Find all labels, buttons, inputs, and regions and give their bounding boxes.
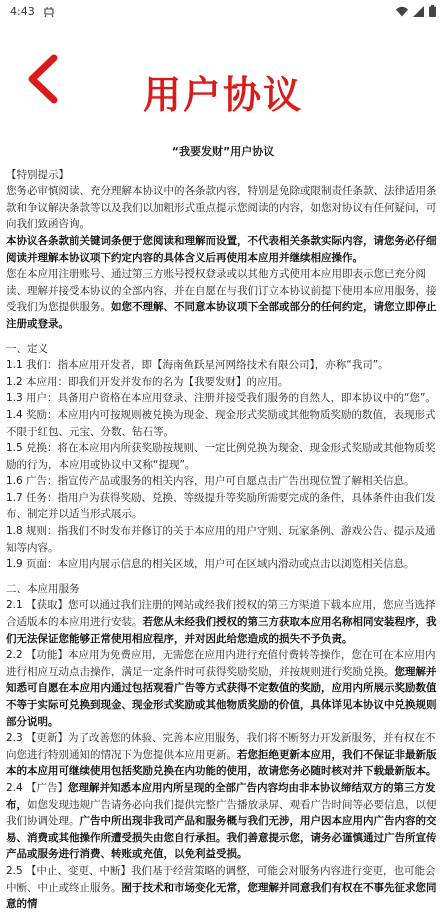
section-2-heading: 二、本应用服务: [6, 582, 80, 595]
page-header: [0, 22, 446, 140]
notification-icon: [43, 6, 55, 17]
intro-paragraph-2: 本协议各条款前关键词条便于您阅读和理解而设置，不代表相关条款实际内容，请您务必仔细阅读并理解本协议项下约定内容的具体含义后再使用本应用并继续相应操作。: [6, 234, 437, 264]
definition-item: 1.5 兑换：将在本应用内所获奖励按规则、一定比例兑换为现金、现金形式奖励或其他物质奖励的行为，本应用或协议中又称“提现”。: [6, 442, 436, 471]
page-title: 用户协议: [142, 73, 303, 117]
definition-item: 1.9 页面：本应用内展示信息的相关区域，用户可在区域内滑动或点击以浏览相关信息。: [6, 558, 415, 571]
battery-icon: [429, 5, 436, 17]
definition-item: 1.4 奖励：本应用内可按规则被兑换为现金、现金形式奖励或其他物质奖励的数值，表现形式不限于红包、元宝、分数、钻石等。: [6, 408, 436, 438]
service-item: 2.1 【获取】您可以通过我们注册的网站或经我们授权的第三方渠道下载本应用，您应当选择合适版本的本应用进行安装。若您从未经我们授权的第三方获取本应用名称相同安装程序，我们无法保证您能够正常使用相应程序，并对因此给您造成的损失不予负责。: [6, 599, 437, 645]
signal-icon: [413, 6, 424, 17]
document-title: “我要发财”用户协议: [171, 145, 275, 158]
intro-paragraph-3: 您在本应用注册账号、通过第三方账号授权登录或以其他方式使用本应用即表示您已充分阅读、理解并接受本协议的全部内容，并在自愿在与我们订立本协议前提下使用本应用服务，接受我们为您提供服务。如您不理解、不同意本协议项下全部或部分的任何约定，请您立即停止注册或登录。: [6, 268, 437, 330]
agreement-content[interactable]: [0, 140, 446, 911]
tip-heading: 【特别提示】: [6, 168, 69, 181]
section-1-heading: 一、定义: [6, 342, 48, 355]
status-time: 4:43: [10, 4, 35, 18]
service-item: 2.5 【中止、变更、中断】我们基于经营策略的调整，可能会对服务内容进行变更，也可能会中断、中止或终止服务。囿于技术和市场变化无常，您理解并同意我们有权在不事先征求您同意的情: [6, 864, 437, 911]
status-bar: [0, 0, 446, 22]
definition-item: 1.7 任务：指用户为获得奖励、兑换、等级提升等奖励所需要完成的条件，具体条件由我们发布、制定并以适当形式展示。: [6, 491, 436, 521]
definition-item: 1.6 广告：指宣传产品或服务的相关内容，用户可自愿点击广告出现位置了解相关信息。: [6, 475, 415, 488]
definition-item: 1.2 本应用：即我们开发并发布的名为【我要发财】的应用。: [6, 375, 289, 388]
intro-paragraph-1: 您务必审慎阅读、充分理解本协议中的各条款内容，特别是免除或限制责任条款、法律适用条款和争议解决条款等以及我们以加粗形式重点提示您阅读的内容，如您对协议有任何疑问，可向我们致函咨询。: [6, 185, 437, 231]
definition-item: 1.8 规则：指我们不时发布并修订的关于本应用的用户守则、玩家条例、游戏公告、提示及通知等内容。: [6, 525, 436, 554]
service-item: 2.2 【功能】本应用为免费应用，无需您在应用内进行充值付费转等操作，您在可在本应用内进行相应互动点击操作，满足一定条件时可获得奖励奖励，并按规则进行奖励兑换。您理解并知悉可自愿在本应用内通过包括观看广告等方式获得不定数值的奖励，应用内所展示奖励数值不等于实际可兑换到现金、现金形式奖励或其他物质奖励的价值，具体详见本协议中兑换规则部分说明。: [6, 649, 437, 728]
definition-item: 1.1 我们：指本应用开发者，即【海南鱼跃星河网络技术有限公司】，亦称“我司”。: [6, 359, 389, 372]
service-item: 2.4 【广告】您理解并知悉本应用内所呈现的全部广告内容均由非本协议缔结双方的第三方发布，如您发现违规广告请务必向我们提供完整广告播放录屏、观看广告时间等必要信息，以便我们协调处理。广告中所出现非我司产品和服务概与我们无涉，用户因本应用内广告内容的交易、消费或其他操作所遭受损失由您自行承担。我们善意提示您，请务必谨慎通过广告所宣传产品或服务进行消费、转账或充值，以免利益受损。: [6, 781, 437, 861]
definition-item: 1.3 用户：具备用户资格在本应用登录、注册并接受我们服务的自然人，即本协议中的“您”。: [6, 392, 436, 405]
wifi-icon: [396, 6, 408, 17]
service-item: 2.3 【更新】为了改善您的体验、完善本应用服务，我们将不断努力开发新服务，并有权在不向您进行特别通知的情况下为您提供本应用更新。若您拒绝更新本应用，我们不保证非最新版本的本应用可继续使用包括奖励兑换在内功能的使用，故请您务必随时核对并下载最新版本。: [6, 732, 437, 778]
